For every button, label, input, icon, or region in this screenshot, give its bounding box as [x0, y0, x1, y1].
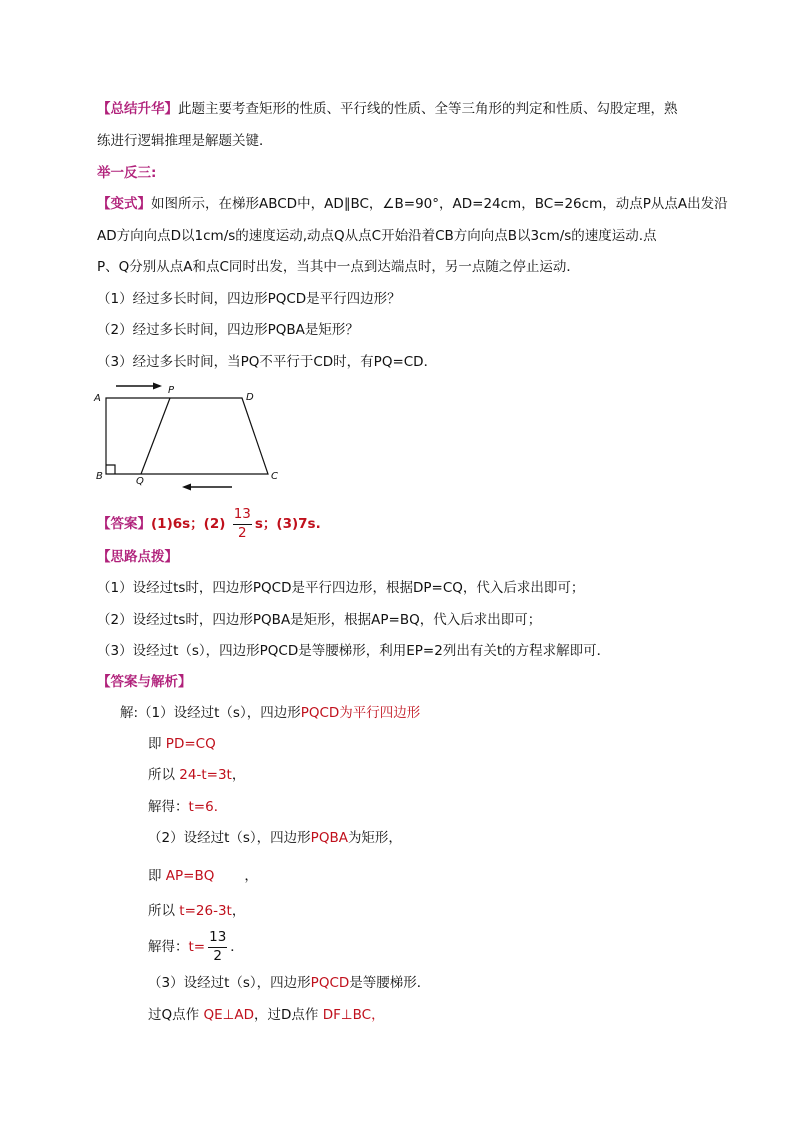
arrow-right-icon: [116, 383, 162, 390]
solution-8a: 解得：: [148, 939, 189, 955]
summary-line-1: [97, 99, 678, 119]
trapezoid-figure: [90, 378, 290, 498]
summary-text-1: 此题主要考查矩形的性质、平行线的性质、全等三角形的判定和性质、勾股定理，熟: [178, 101, 678, 117]
solution-8b: t=: [188, 939, 206, 955]
solution-line-8: [148, 927, 244, 967]
answer-fraction-numerator: 13: [233, 508, 252, 525]
variant-text-1: 如图所示，在梯形ABCD中，AD∥BC，∠B=90°，AD=24cm，BC=26cm，动点P从点A出发沿: [151, 196, 728, 212]
solution-10d: DF⊥BC: [322, 1007, 372, 1023]
solution-9c: 是等腰梯形．: [349, 975, 431, 991]
solution-10e: ，: [371, 1007, 385, 1023]
solution-4b: t=6: [188, 799, 214, 815]
solution-7a: 所以: [148, 903, 175, 919]
summary-tag: 【总结升华】: [97, 101, 178, 117]
label-b: B: [96, 471, 103, 482]
solution-tag: 【答案与解析】: [97, 674, 192, 690]
solution-10a: 过Q点作: [148, 1007, 200, 1023]
solution-4a: 解得：: [148, 799, 189, 815]
variant-question-1: （1）经过多长时间，四边形PQCD是平行四边形？: [97, 291, 401, 307]
solution-line-3: [148, 765, 245, 785]
practice-heading: 举一反三:: [97, 165, 157, 181]
solution-10b: QE⊥AD: [203, 1007, 254, 1023]
solution-fraction-denominator: 2: [213, 947, 222, 964]
variant-question-3: （3）经过多长时间，当PQ不平行于CD时，有PQ=CD．: [97, 354, 438, 370]
solution-3a: 所以: [148, 767, 175, 783]
solution-7b: t=26-3t: [179, 903, 232, 919]
solution-5a: （2）设经过t（s），四边形: [148, 830, 311, 846]
answer-tag: 【答案】: [97, 516, 151, 532]
variant-tag: 【变式】: [97, 196, 151, 212]
solution-fraction: [208, 931, 227, 963]
solution-4c: ．: [213, 799, 228, 815]
answer-part-2: s；(3)7s.: [254, 516, 321, 532]
solution-line-5: [148, 828, 402, 848]
variant-line-3: P、Q分别从点A和点C同时出发，当其中一点到达端点时，另一点随之停止运动．: [97, 259, 580, 275]
label-d: D: [246, 392, 254, 403]
hint-line-3: （3）设经过t（s），四边形PQCD是等腰梯形，利用EP=2列出有关t的方程求解即可．: [97, 643, 611, 659]
label-q: Q: [136, 476, 144, 487]
solution-2a: 即: [148, 736, 162, 752]
solution-7c: ，: [231, 903, 246, 919]
label-a: A: [94, 393, 101, 404]
solution-5b: PQBA: [310, 830, 348, 846]
summary-text-2: 练进行逻辑推理是解题关键．: [97, 133, 273, 149]
arrow-left-icon: [182, 484, 232, 491]
solution-line-10: [148, 1005, 385, 1025]
summary-line-2: [97, 131, 273, 151]
solution-line-2: [148, 734, 216, 754]
solution-5c: 为矩形，: [347, 830, 402, 846]
solution-8c: ．: [230, 939, 244, 955]
solution-3c: ，: [231, 767, 246, 783]
solution-1a: 解:（1）设经过t（s），四边形: [120, 705, 301, 721]
solution-9b: PQCD: [310, 975, 350, 991]
variant-line-2: AD方向向点D以1cm/s的速度运动,动点Q从点C开始沿着CB方向向点B以3cm/s的速度运动.点: [97, 228, 657, 244]
solution-6c: ，: [244, 868, 258, 884]
variant-line-1: [97, 194, 728, 214]
answer-fraction-denominator: 2: [238, 524, 247, 541]
solution-6b: AP=BQ: [165, 868, 215, 884]
solution-6a: 即: [148, 868, 162, 884]
solution-line-6: [148, 866, 258, 886]
solution-line-4: [148, 797, 227, 817]
solution-line-1: [120, 703, 420, 723]
trapezoid-outline: [106, 398, 268, 474]
answer-part-1: (1)6s；(2): [151, 516, 226, 532]
solution-line-9: [148, 973, 430, 993]
solution-line-7: [148, 901, 245, 921]
hint-line-2: （2）设经过ts时，四边形PQBA是矩形，根据AP=BQ，代入后求出即可；: [97, 612, 542, 628]
variant-question-2: （2）经过多长时间，四边形PQBA是矩形？: [97, 322, 359, 338]
solution-10c: ，过D点作: [253, 1007, 319, 1023]
right-angle-mark: [106, 465, 115, 474]
label-p: P: [168, 385, 175, 396]
answer-line: [97, 508, 321, 540]
hint-line-1: （1）设经过ts时，四边形PQCD是平行四边形，根据DP=CQ，代入后求出即可；: [97, 580, 585, 596]
solution-9a: （3）设经过t（s），四边形: [148, 975, 311, 991]
solution-2b: PD=CQ: [165, 736, 216, 752]
solution-fraction-numerator: 13: [208, 931, 227, 948]
answer-fraction: [233, 508, 252, 540]
label-c: C: [271, 471, 278, 482]
solution-1b: PQCD为平行四边形: [300, 705, 421, 721]
segment-pq: [141, 398, 170, 474]
solution-3b: 24-t=3t: [179, 767, 232, 783]
hint-tag: 【思路点拨】: [97, 549, 178, 565]
